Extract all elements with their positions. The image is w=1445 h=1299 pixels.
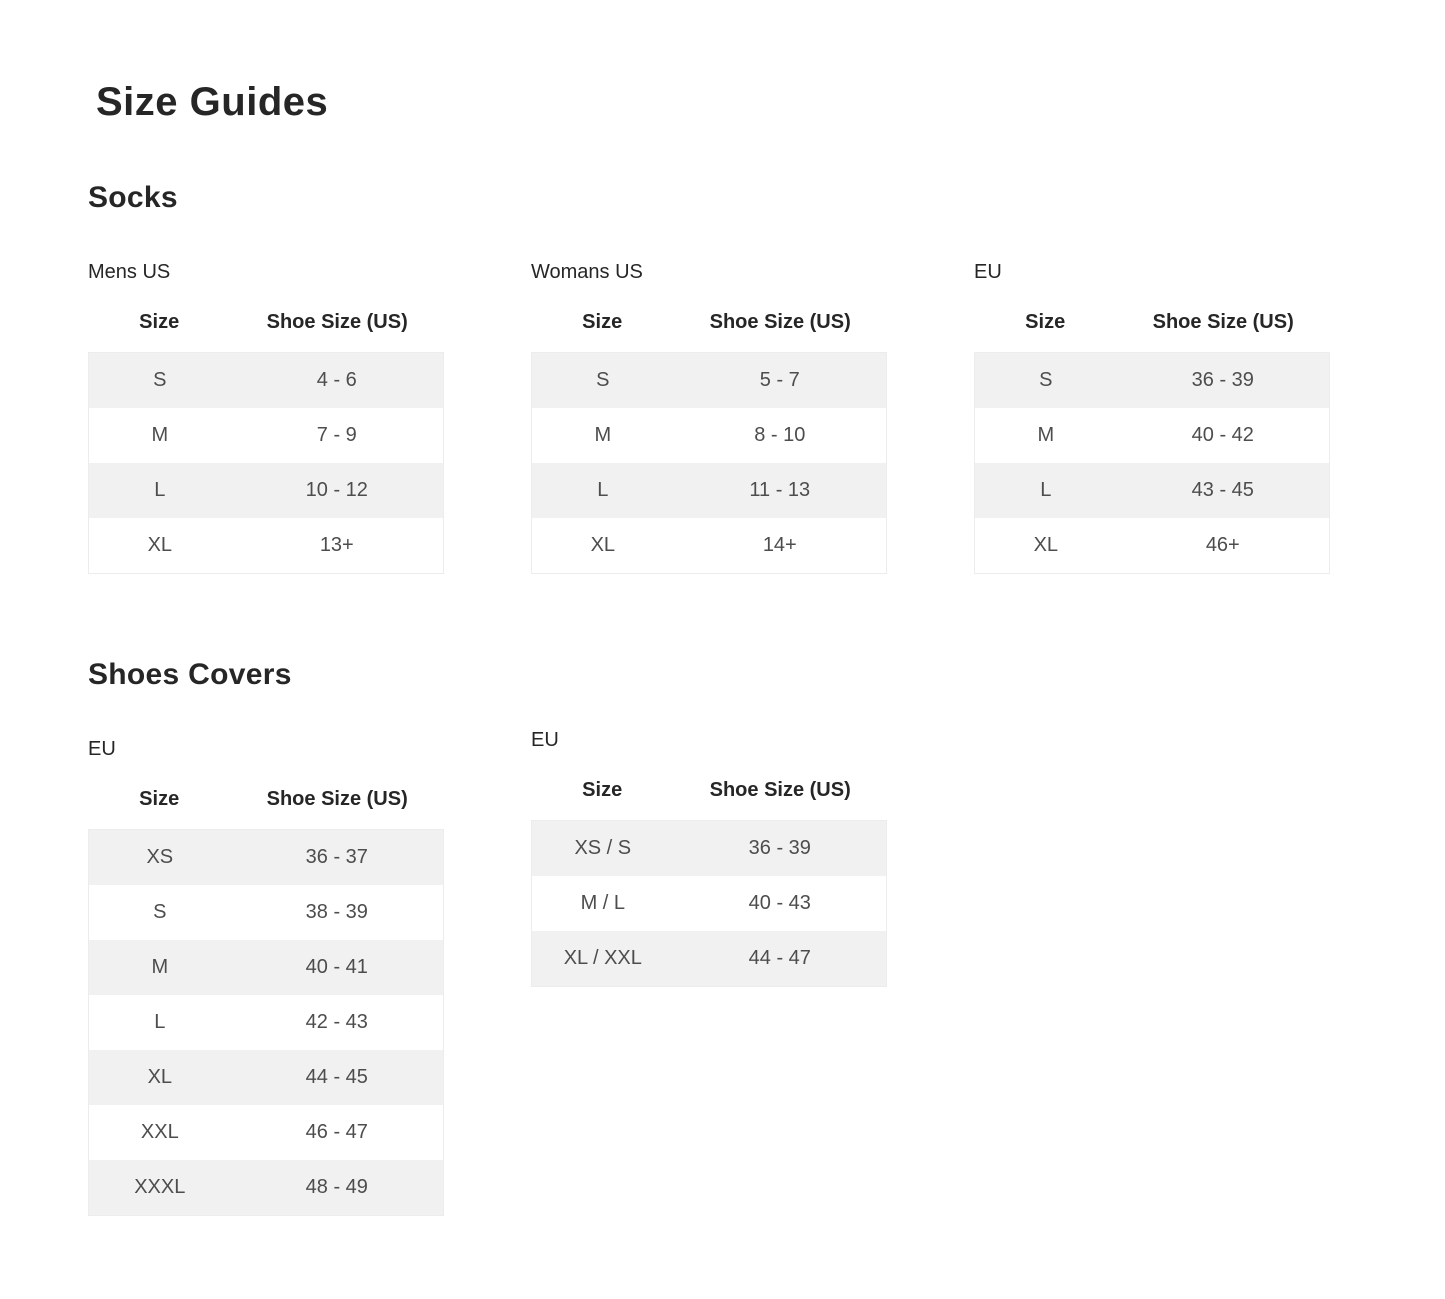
cell-shoe-size: 4 - 6 bbox=[316, 369, 357, 391]
table-row bbox=[89, 885, 443, 940]
table-header-row bbox=[974, 311, 1330, 352]
table-row bbox=[89, 1050, 443, 1105]
table-body bbox=[974, 352, 1330, 574]
cell-shoe-size: 10 - 12 bbox=[305, 479, 368, 501]
size-table-socks-eu bbox=[974, 262, 1330, 574]
section-shoes-covers bbox=[88, 658, 1419, 1216]
cell-shoe-size: 36 - 39 bbox=[1191, 369, 1254, 391]
section-heading-shoes-covers: Shoes Covers bbox=[88, 658, 292, 691]
table-body bbox=[88, 352, 444, 574]
socks-tables-row bbox=[88, 262, 1419, 574]
size-table-covers-eu bbox=[88, 739, 444, 1216]
cell-size: XS bbox=[146, 846, 174, 868]
table-row bbox=[532, 463, 886, 518]
column-header-size: Size bbox=[582, 779, 623, 801]
column-header-shoe-size: Shoe Size (US) bbox=[709, 779, 851, 801]
cell-size: L bbox=[154, 1011, 166, 1033]
section-socks bbox=[88, 181, 1419, 574]
table-row bbox=[89, 408, 443, 463]
cell-size: XL bbox=[590, 534, 616, 556]
table-row bbox=[89, 995, 443, 1050]
cell-size: XXXL bbox=[134, 1176, 186, 1198]
cell-shoe-size: 46+ bbox=[1205, 534, 1240, 556]
cell-shoe-size: 38 - 39 bbox=[305, 901, 368, 923]
cell-shoe-size: 44 - 47 bbox=[748, 947, 811, 969]
table-header-row bbox=[531, 311, 887, 352]
cell-size: XL bbox=[147, 534, 173, 556]
cell-shoe-size: 11 - 13 bbox=[749, 479, 811, 501]
table-body bbox=[531, 820, 887, 987]
section-heading-socks: Socks bbox=[88, 181, 178, 214]
column-header-shoe-size: Shoe Size (US) bbox=[266, 311, 408, 333]
cell-shoe-size: 48 - 49 bbox=[305, 1176, 368, 1198]
cell-shoe-size: 14+ bbox=[762, 534, 797, 556]
table-row bbox=[89, 940, 443, 995]
cell-shoe-size: 42 - 43 bbox=[305, 1011, 368, 1033]
cell-shoe-size: 44 - 45 bbox=[305, 1066, 368, 1088]
table-body bbox=[88, 829, 444, 1216]
cell-size: XL bbox=[147, 1066, 173, 1088]
table-row bbox=[89, 353, 443, 408]
table-row bbox=[532, 518, 886, 573]
table-row bbox=[975, 353, 1329, 408]
size-table-covers-eu-combined bbox=[531, 730, 887, 987]
cell-shoe-size: 40 - 43 bbox=[748, 892, 811, 914]
table-row bbox=[975, 463, 1329, 518]
column-header-size: Size bbox=[139, 788, 180, 810]
table-row bbox=[532, 876, 886, 931]
page-title: Size Guides bbox=[96, 80, 329, 124]
table-row bbox=[532, 408, 886, 463]
cell-size: M bbox=[151, 424, 169, 446]
cell-shoe-size: 46 - 47 bbox=[305, 1121, 368, 1143]
column-header-size: Size bbox=[139, 311, 180, 333]
cell-shoe-size: 36 - 39 bbox=[748, 837, 811, 859]
cell-shoe-size: 7 - 9 bbox=[316, 424, 357, 446]
column-header-shoe-size: Shoe Size (US) bbox=[266, 788, 408, 810]
cell-size: S bbox=[153, 369, 167, 391]
cell-size: M bbox=[594, 424, 612, 446]
table-row bbox=[89, 830, 443, 885]
cell-size: XS / S bbox=[574, 837, 632, 859]
cell-size: S bbox=[153, 901, 167, 923]
table-row bbox=[975, 518, 1329, 573]
table-label: Womans US bbox=[531, 261, 643, 283]
table-row bbox=[532, 353, 886, 408]
table-header-row bbox=[531, 779, 887, 820]
table-row bbox=[89, 463, 443, 518]
cell-size: L bbox=[1040, 479, 1052, 501]
cell-shoe-size: 36 - 37 bbox=[305, 846, 368, 868]
size-table-socks-mens-us bbox=[88, 262, 444, 574]
cell-shoe-size: 8 - 10 bbox=[754, 424, 806, 446]
cell-size: S bbox=[596, 369, 610, 391]
column-header-size: Size bbox=[582, 311, 623, 333]
table-body bbox=[531, 352, 887, 574]
cell-shoe-size: 40 - 42 bbox=[1191, 424, 1254, 446]
cell-size: XXL bbox=[140, 1121, 179, 1143]
cell-size: XL bbox=[1033, 534, 1059, 556]
cell-size: M / L bbox=[580, 892, 626, 914]
table-label: Mens US bbox=[88, 261, 171, 283]
cell-shoe-size: 40 - 41 bbox=[305, 956, 368, 978]
cell-shoe-size: 5 - 7 bbox=[759, 369, 800, 391]
cell-size: L bbox=[597, 479, 609, 501]
table-row bbox=[89, 1160, 443, 1215]
shoes-covers-tables-row bbox=[88, 729, 1419, 1216]
cell-shoe-size: 13+ bbox=[319, 534, 354, 556]
table-label: EU bbox=[88, 738, 116, 760]
column-header-size: Size bbox=[1025, 311, 1066, 333]
table-label: EU bbox=[531, 729, 559, 751]
cell-size: L bbox=[154, 479, 166, 501]
size-table-socks-womans-us bbox=[531, 262, 887, 574]
column-header-shoe-size: Shoe Size (US) bbox=[1152, 311, 1294, 333]
table-header-row bbox=[88, 788, 444, 829]
table-label: EU bbox=[974, 261, 1002, 283]
table-row bbox=[89, 1105, 443, 1160]
cell-size: XL / XXL bbox=[563, 947, 642, 969]
table-row bbox=[89, 518, 443, 573]
cell-size: M bbox=[1037, 424, 1055, 446]
table-row bbox=[532, 931, 886, 986]
table-row bbox=[975, 408, 1329, 463]
cell-size: S bbox=[1039, 369, 1053, 391]
table-row bbox=[532, 821, 886, 876]
table-header-row bbox=[88, 311, 444, 352]
column-header-shoe-size: Shoe Size (US) bbox=[709, 311, 851, 333]
cell-shoe-size: 43 - 45 bbox=[1191, 479, 1254, 501]
cell-size: M bbox=[151, 956, 169, 978]
